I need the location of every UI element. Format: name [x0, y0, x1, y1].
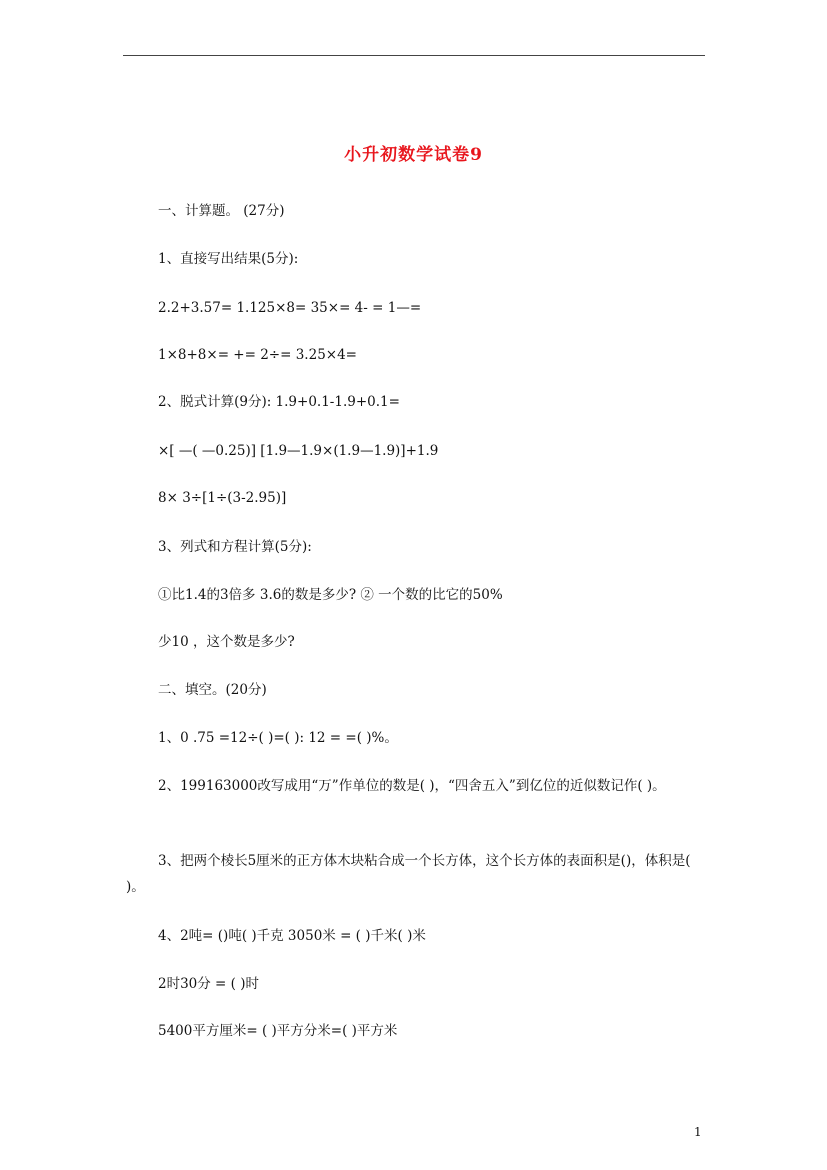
question-line: 2时30分 = ( )时 [158, 976, 259, 992]
question-line: 2.2+3.57= 1.125×8= 35×= 4- = 1—= [158, 300, 422, 316]
question-line: 8× 3÷[1÷(3-2.95)] [158, 490, 287, 506]
page-number: 1 [694, 1125, 702, 1139]
header-rule [123, 55, 705, 56]
question-heading: 1、直接写出结果(5分): [158, 251, 299, 267]
question-line: 1×8+8×= += 2÷= 3.25×4= [158, 347, 357, 363]
section-heading: 一、计算题。 (27分) [158, 203, 285, 219]
page-title: 小升初数学试卷9 [344, 145, 483, 165]
question-line: 5400平方厘米= ( )平方分米=( )平方米 [158, 1023, 398, 1039]
question-line: ×[ —( —0.25)] [1.9—1.9×(1.9—1.9)]+1.9 [158, 443, 439, 459]
question-line: 4、2吨= ()吨( )千克 3050米 = ( )千米( )米 [158, 928, 426, 944]
question-paragraph: 2、199163000改写成用“万”作单位的数是( )，“四舍五入”到亿位的近似数记作( )。 [158, 778, 666, 794]
question-line: 1、0 .75 =12÷( )=( ): 12 = =( )%。 [158, 730, 398, 746]
question-heading: 3、列式和方程计算(5分): [158, 539, 312, 555]
question-paragraph: 3、把两个棱长5厘米的正方体木块粘合成一个长方体，这个长方体的表面积是()，体积是( )。 [126, 853, 691, 895]
question-line: 少10 ，这个数是多少? [158, 634, 295, 650]
section-heading: 二、填空。(20分) [158, 682, 267, 698]
question-heading: 2、脱式计算(9分): 1.9+0.1-1.9+0.1= [158, 394, 400, 410]
question-line: ①比1.4的3倍多 3.6的数是多少? ② 一个数的比它的50% [158, 587, 503, 603]
